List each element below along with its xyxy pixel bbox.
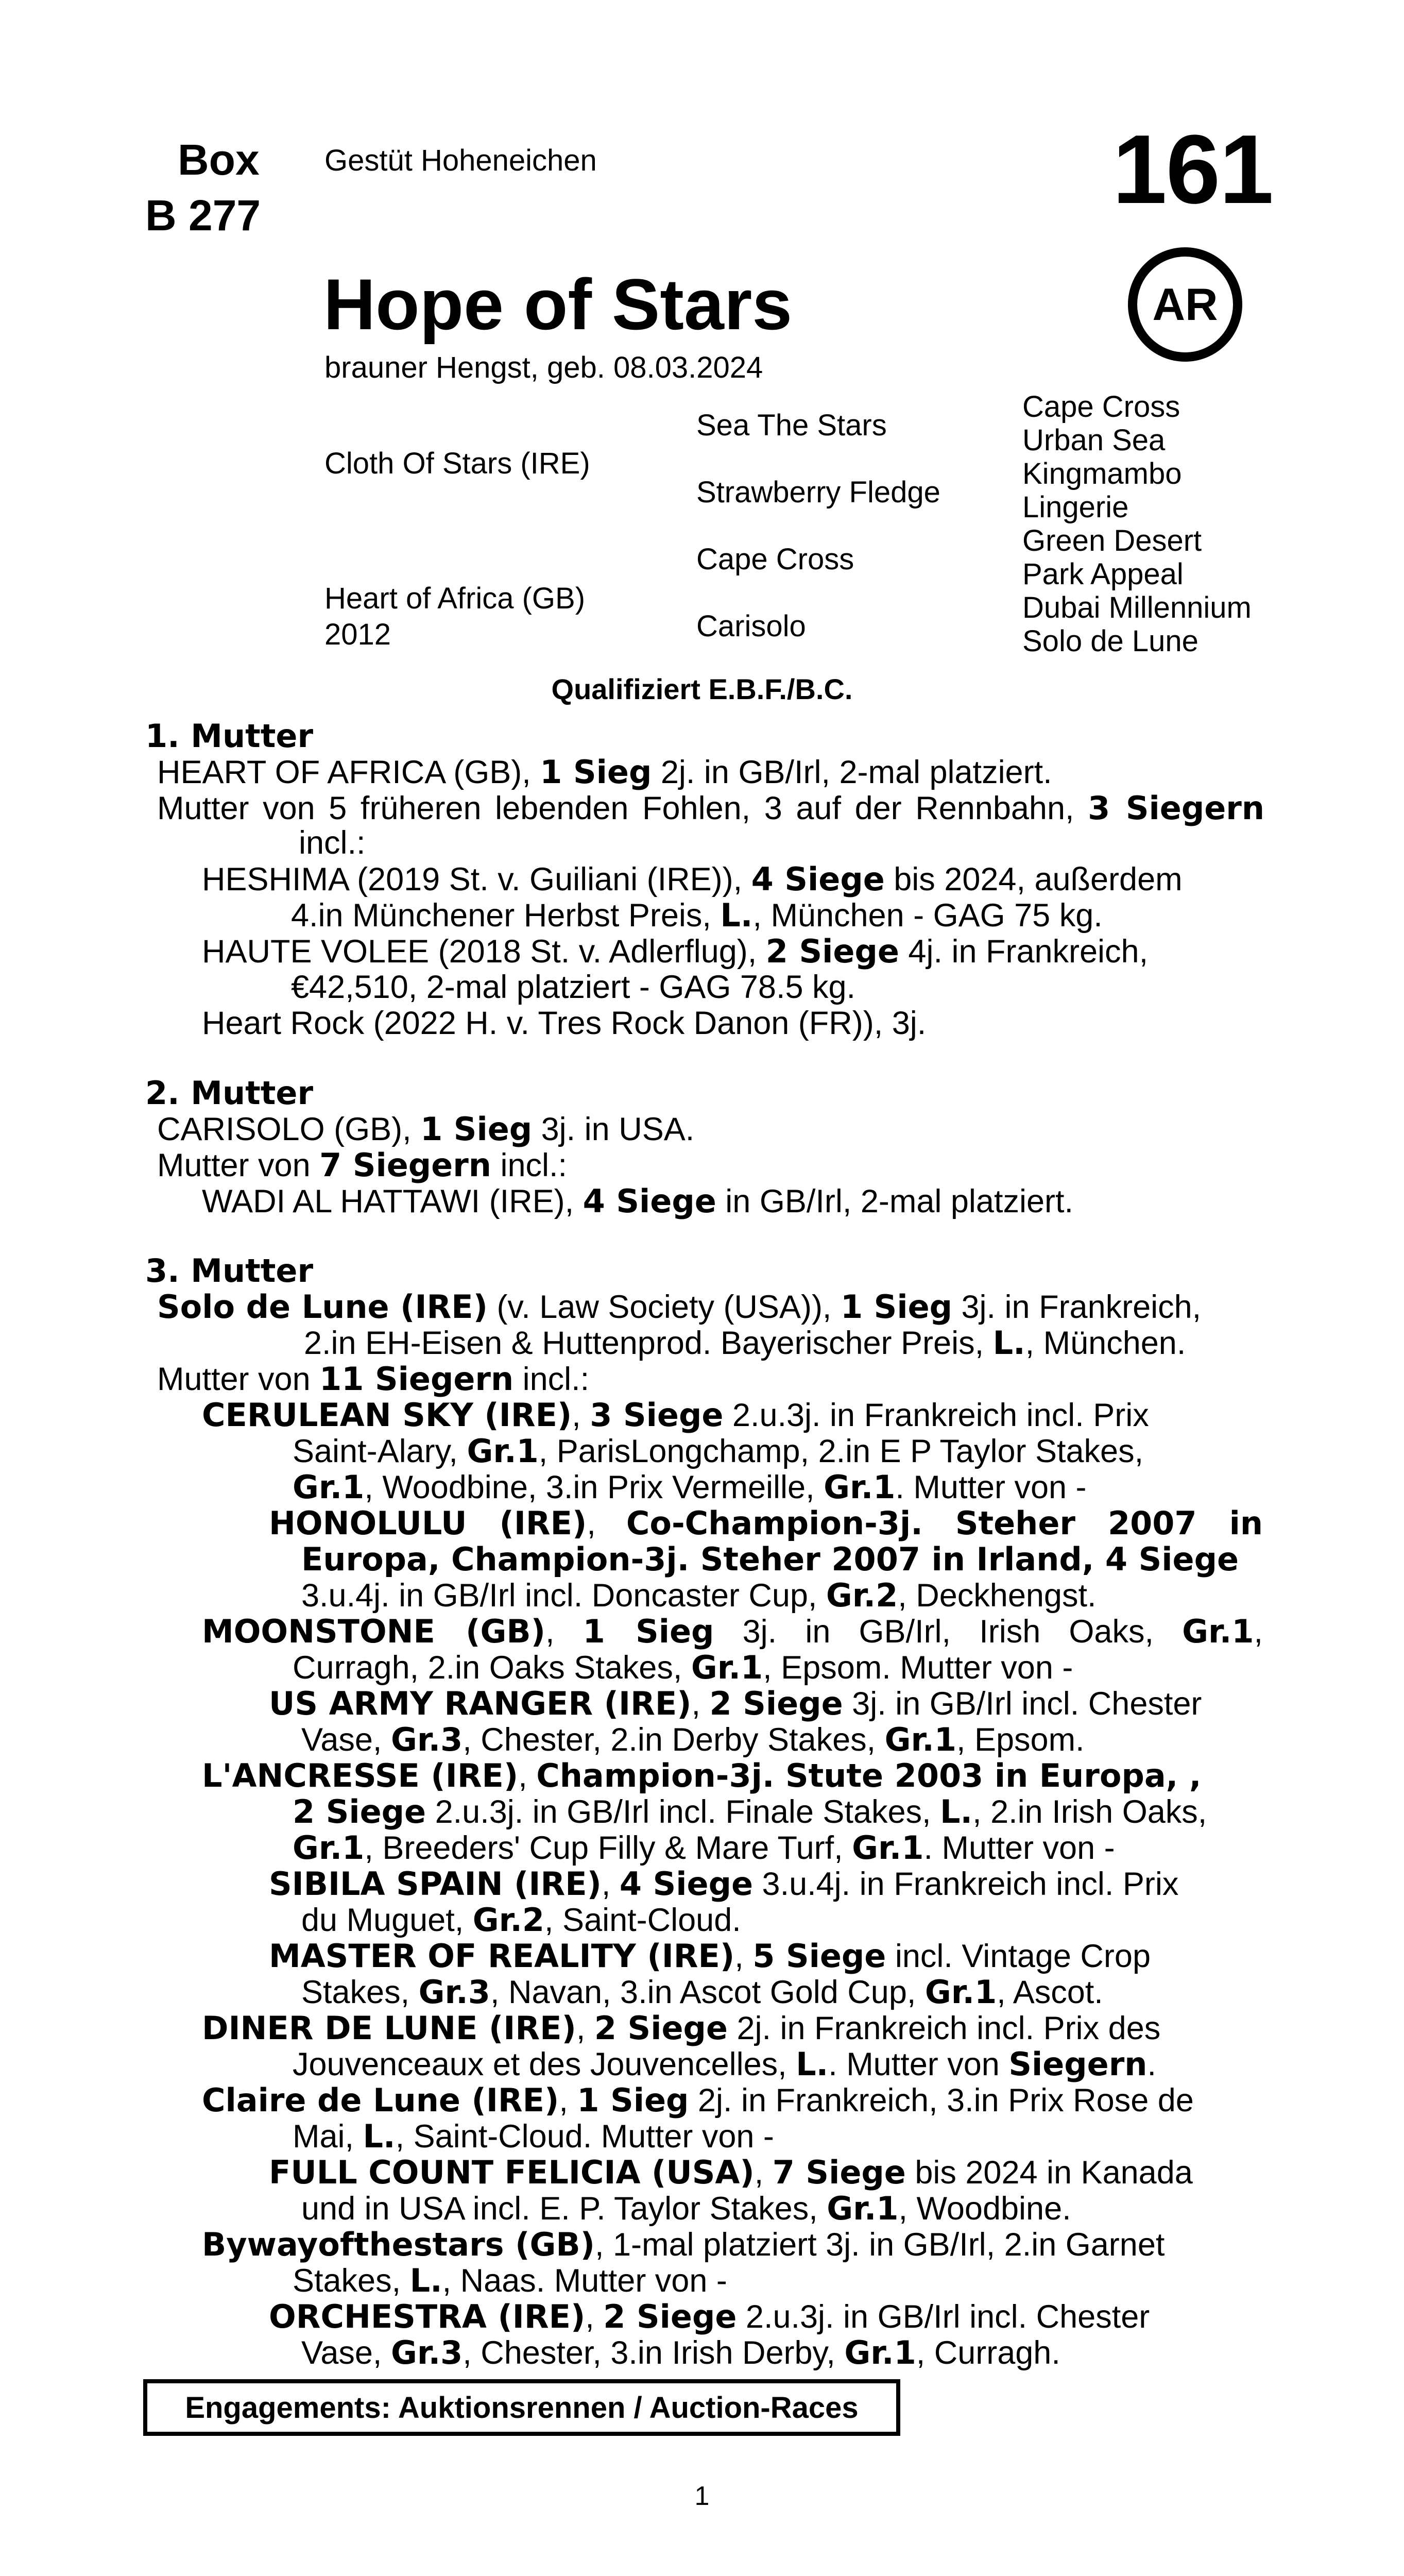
great-grandparent: Kingmambo [1022, 457, 1182, 490]
produce-line: FULL COUNT FELICIA (USA), 7 Siege bis 2024 in Kanada [269, 2154, 1193, 2191]
produce-line: WADI AL HATTAWI (IRE), 4 Siege in GB/Irl, 2-mal platziert. [202, 1182, 1073, 1220]
dam-line: 2.in EH-Eisen & Huttenprod. Bayerischer Preis, L., München. [304, 1324, 1186, 1362]
qualification: Qualifiziert E.B.F./B.C. [551, 673, 853, 705]
lot-number: 161 [1112, 115, 1273, 224]
produce-line: Gr.1, Woodbine, 3.in Prix Vermeille, Gr.1. Mutter von - [293, 1468, 1087, 1506]
produce-line: MASTER OF REALITY (IRE), 5 Siege incl. Vintage Crop [269, 1937, 1151, 1975]
dam-line: Mutter von 7 Siegern incl.: [157, 1146, 567, 1184]
produce-line: SIBILA SPAIN (IRE), 4 Siege 3.u.4j. in Frankreich incl. Prix [269, 1865, 1179, 1903]
breeder: Gestüt Hoheneichen [324, 144, 597, 177]
box-label: Box [178, 135, 260, 184]
produce-line: du Muguet, Gr.2, Saint-Cloud. [301, 1901, 741, 1939]
produce-line: HESHIMA (2019 St. v. Guiliani (IRE)), 4 Siege bis 2024, außerdem [202, 860, 1183, 898]
produce-line: L'ANCRESSE (IRE), Champion-3j. Stute 2003 in Europa, , [202, 1757, 1202, 1794]
produce-line: US ARMY RANGER (IRE), 2 Siege 3j. in GB/Irl incl. Chester [269, 1685, 1202, 1722]
produce-line: Stakes, L., Naas. Mutter von - [293, 2262, 727, 2299]
great-grandparent: Green Desert [1022, 524, 1202, 557]
great-grandparent: Lingerie [1022, 490, 1129, 524]
dam: Heart of Africa (GB) [324, 582, 586, 615]
produce-line: 3.u.4j. in GB/Irl incl. Doncaster Cup, Gr.2, Deckhengst. [301, 1577, 1097, 1614]
section-heading: 1. Mutter [145, 717, 314, 755]
produce-line: Europa, Champion-3j. Steher 2007 in Irland, 4 Siege [301, 1540, 1239, 1578]
grandparent: Strawberry Fledge [696, 476, 940, 509]
produce-line: und in USA incl. E. P. Taylor Stakes, Gr.1, Woodbine. [301, 2190, 1071, 2227]
horse-name: Hope of Stars [323, 264, 793, 345]
produce-line: CERULEAN SKY (IRE), 3 Siege 2.u.3j. in Frankreich incl. Prix [202, 1396, 1149, 1434]
dam-line: Solo de Lune (IRE) (v. Law Society (USA)), 1 Sieg 3j. in Frankreich, [157, 1288, 1202, 1326]
produce-line: Mai, L., Saint-Cloud. Mutter von - [293, 2117, 774, 2155]
produce-line: Gr.1, Breeders' Cup Filly & Mare Turf, Gr.1. Mutter von - [293, 1829, 1115, 1867]
ar-badge [1128, 247, 1242, 362]
produce-line: Jouvenceaux et des Jouvencelles, L.. Mutter von Siegern. [293, 2045, 1156, 2083]
produce-line: Heart Rock (2022 H. v. Tres Rock Danon (FR)), 3j. [202, 1005, 927, 1041]
great-grandparent: Cape Cross [1022, 390, 1180, 423]
dam-line: Mutter von 5 früheren lebenden Fohlen, 3 auf der Rennbahn, 3 Siegern [157, 789, 1264, 827]
produce-line: Claire de Lune (IRE), 1 Sieg 2j. in Frankreich, 3.in Prix Rose de [202, 2081, 1194, 2119]
produce-line: Bywayofthestars (GB), 1-mal platziert 3j. in GB/Irl, 2.in Garnet [202, 2226, 1165, 2263]
great-grandparent: Park Appeal [1022, 557, 1184, 591]
produce-line: DINER DE LUNE (IRE), 2 Siege 2j. in Frankreich incl. Prix des [202, 2009, 1161, 2047]
box-number: B 277 [145, 191, 261, 240]
produce-line: Vase, Gr.3, Chester, 2.in Derby Stakes, Gr.1, Epsom. [301, 1721, 1085, 1758]
produce-line: Vase, Gr.3, Chester, 3.in Irish Derby, Gr.1, Curragh. [301, 2334, 1060, 2371]
grandparent: Sea The Stars [696, 409, 887, 442]
great-grandparent: Solo de Lune [1022, 624, 1198, 658]
produce-line: 2 Siege 2.u.3j. in GB/Irl incl. Finale Stakes, L., 2.in Irish Oaks, [293, 1793, 1207, 1831]
engagements-box [143, 2379, 900, 2436]
dam-year: 2012 [324, 618, 391, 651]
grandparent: Cape Cross [696, 543, 854, 576]
page-number: 1 [694, 2481, 710, 2511]
produce-line: HONOLULU (IRE), Co-Champion-3j. Steher 2007 in [269, 1504, 1263, 1542]
dam-line: CARISOLO (GB), 1 Sieg 3j. in USA. [157, 1110, 695, 1148]
grandparent: Carisolo [696, 609, 806, 643]
engagements-label: Engagements: Auktionsrennen / Auction-Races [185, 2391, 859, 2425]
produce-line: HAUTE VOLEE (2018 St. v. Adlerflug), 2 Siege 4j. in Frankreich, [202, 933, 1149, 970]
produce-line: Saint-Alary, Gr.1, ParisLongchamp, 2.in E P Taylor Stakes, [293, 1432, 1144, 1470]
produce-line: Curragh, 2.in Oaks Stakes, Gr.1, Epsom. Mutter von - [293, 1649, 1073, 1686]
produce-line: €42,510, 2-mal platziert - GAG 78.5 kg. [291, 969, 856, 1005]
section-heading: 3. Mutter [145, 1252, 314, 1290]
produce-line: Stakes, Gr.3, Navan, 3.in Ascot Gold Cup, Gr.1, Ascot. [301, 1973, 1103, 2011]
ar-badge-label: AR [1152, 279, 1218, 330]
great-grandparent: Dubai Millennium [1022, 591, 1252, 624]
produce-line: MOONSTONE (GB), 1 Sieg 3j. in GB/Irl, Irish Oaks, Gr.1, [202, 1613, 1263, 1650]
produce-line: 4.in Münchener Herbst Preis, L., München - GAG 75 kg. [291, 896, 1103, 934]
dam-line: HEART OF AFRICA (GB), 1 Sieg 2j. in GB/Irl, 2-mal platziert. [157, 753, 1052, 791]
dam-line: incl.: [299, 825, 366, 861]
section-heading: 2. Mutter [145, 1074, 314, 1112]
great-grandparent: Urban Sea [1022, 423, 1166, 457]
produce-line: ORCHESTRA (IRE), 2 Siege 2.u.3j. in GB/Irl incl. Chester [269, 2298, 1150, 2335]
sire: Cloth Of Stars (IRE) [324, 447, 590, 480]
horse-description: brauner Hengst, geb. 08.03.2024 [324, 351, 763, 384]
dam-line: Mutter von 11 Siegern incl.: [157, 1360, 590, 1398]
